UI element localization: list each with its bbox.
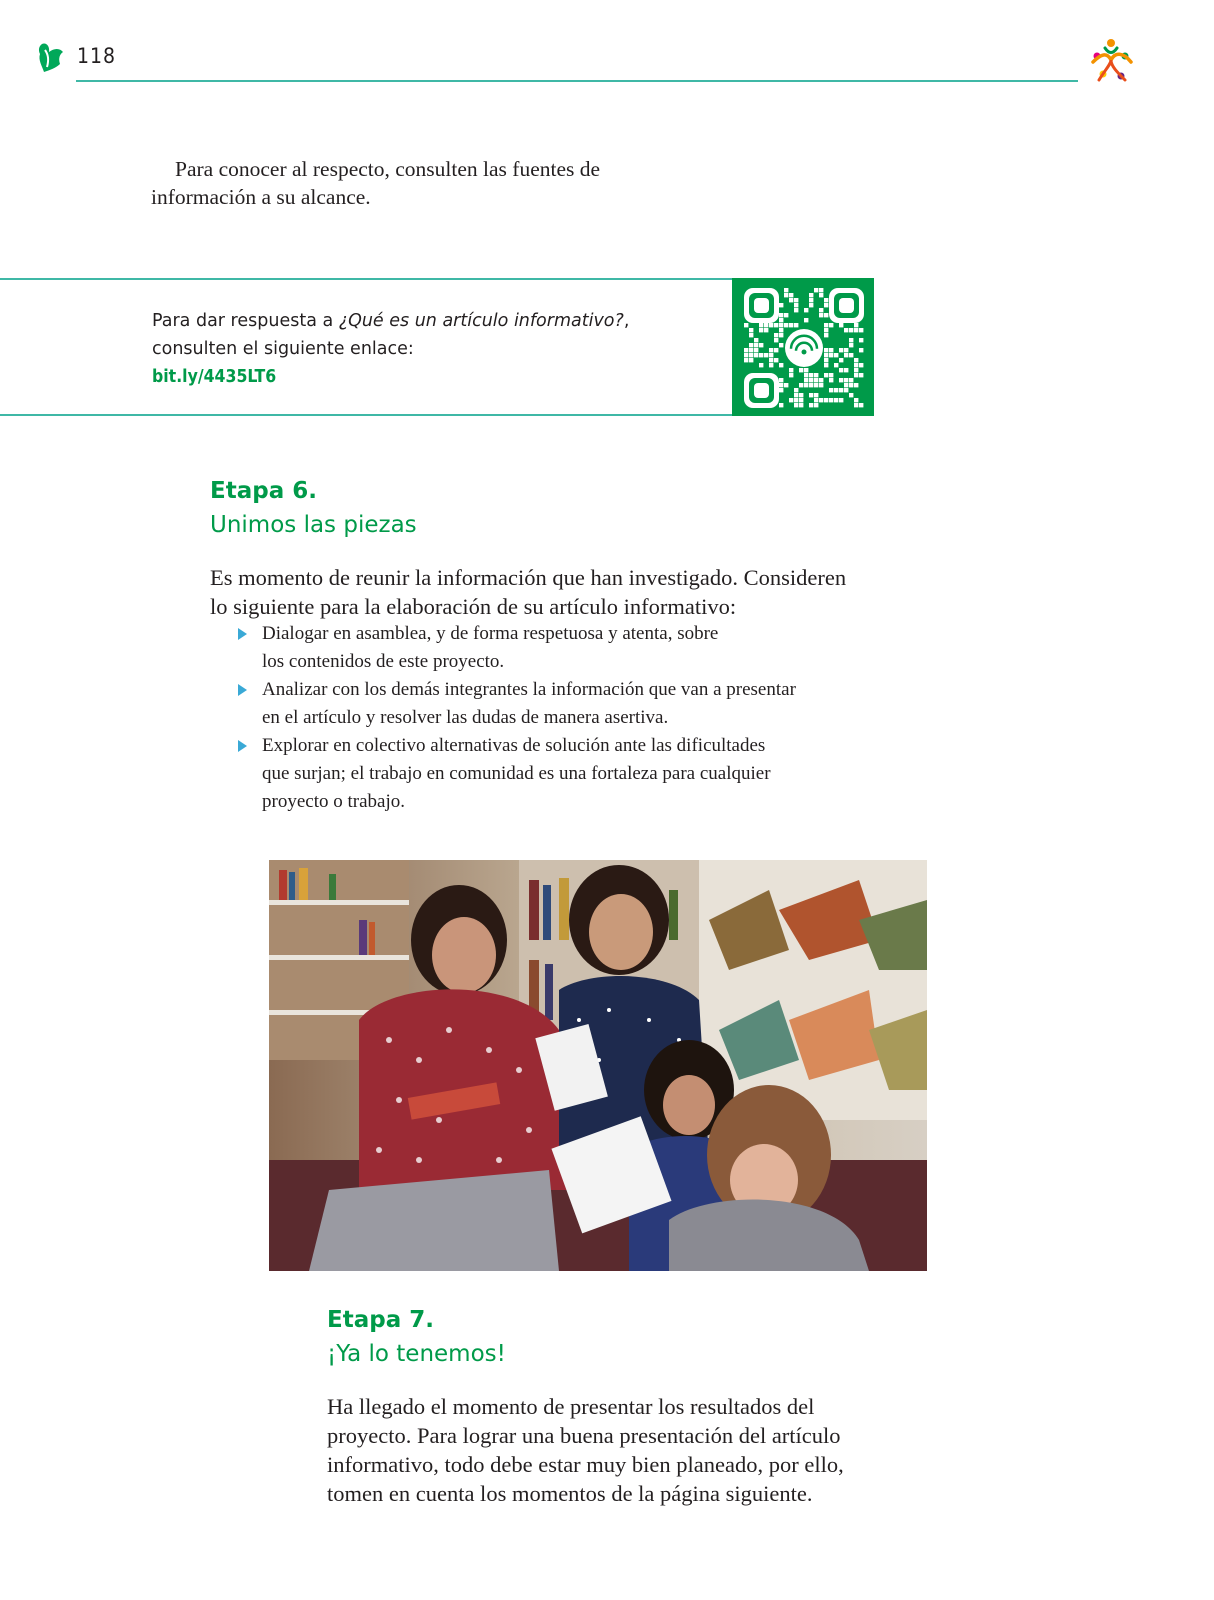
- stage6-body: [210, 563, 890, 621]
- link-text-suffix: ,: [623, 311, 630, 331]
- bullet-line: los contenidos de este proyecto.: [262, 651, 505, 672]
- link-text-prefix: Para dar respuesta a: [152, 311, 339, 331]
- header-rule: [76, 80, 1078, 82]
- community-figures-logo-icon: [1085, 34, 1137, 86]
- bullet-arrow-icon: [238, 740, 247, 752]
- intro-paragraph: [151, 155, 671, 211]
- bullet-arrow-icon: [238, 684, 247, 696]
- bullet-line: Analizar con los demás integrantes la información que van a presentar: [262, 679, 796, 700]
- intro-line: Para conocer al respecto, consulten las fuentes de: [175, 157, 601, 181]
- bullet-arrow-icon: [238, 628, 247, 640]
- stage7-body-line: proyecto. Para lograr una buena presentación del artículo: [327, 1423, 841, 1448]
- stage7-body-line: Ha llegado el momento de presentar los resultados del: [327, 1394, 815, 1419]
- page-number: 118: [77, 44, 117, 68]
- bullet-line: Explorar en colectivo alternativas de solución ante las dificultades: [262, 735, 766, 756]
- bullet-item: [238, 676, 878, 732]
- stage7-body: [327, 1392, 887, 1508]
- stage7-body-line: tomen en cuenta los momentos de la página siguiente.: [327, 1481, 813, 1506]
- stage6-body-line: Es momento de reunir la información que han investigado. Consideren: [210, 565, 847, 590]
- book-leaf-icon: [36, 40, 68, 76]
- bullet-line: Dialogar en asamblea, y de forma respetuosa y atenta, sobre: [262, 623, 719, 644]
- stage6-label: Etapa 6.: [210, 478, 317, 504]
- stage7-label: Etapa 7.: [327, 1307, 434, 1333]
- library-students-photo: [269, 860, 927, 1271]
- bullet-item: [238, 732, 878, 816]
- bullet-line: que surjan; el trabajo en comunidad es una fortaleza para cualquier: [262, 763, 771, 784]
- intro-line: información a su alcance.: [151, 185, 371, 209]
- link-text-line2: consulten el siguiente enlace:: [152, 339, 414, 359]
- resource-link[interactable]: bit.ly/4435LT6: [152, 367, 277, 387]
- stage6-body-line: lo siguiente para la elaboración de su artículo informativo:: [210, 594, 737, 619]
- bullet-line: en el artículo y resolver las dudas de manera asertiva.: [262, 707, 669, 728]
- stage6-title: Unimos las piezas: [210, 512, 417, 538]
- stage7-title: ¡Ya lo tenemos!: [327, 1341, 506, 1367]
- bullet-line: proyecto o trabajo.: [262, 791, 405, 812]
- stage6-bullet-list: [238, 620, 878, 816]
- link-box-text: [152, 307, 692, 391]
- stage7-body-line: informativo, todo debe estar muy bien planeado, por ello,: [327, 1452, 844, 1477]
- bullet-item: [238, 620, 878, 676]
- qr-code-icon[interactable]: [732, 278, 874, 416]
- link-question: ¿Qué es un artículo informativo?: [338, 311, 624, 331]
